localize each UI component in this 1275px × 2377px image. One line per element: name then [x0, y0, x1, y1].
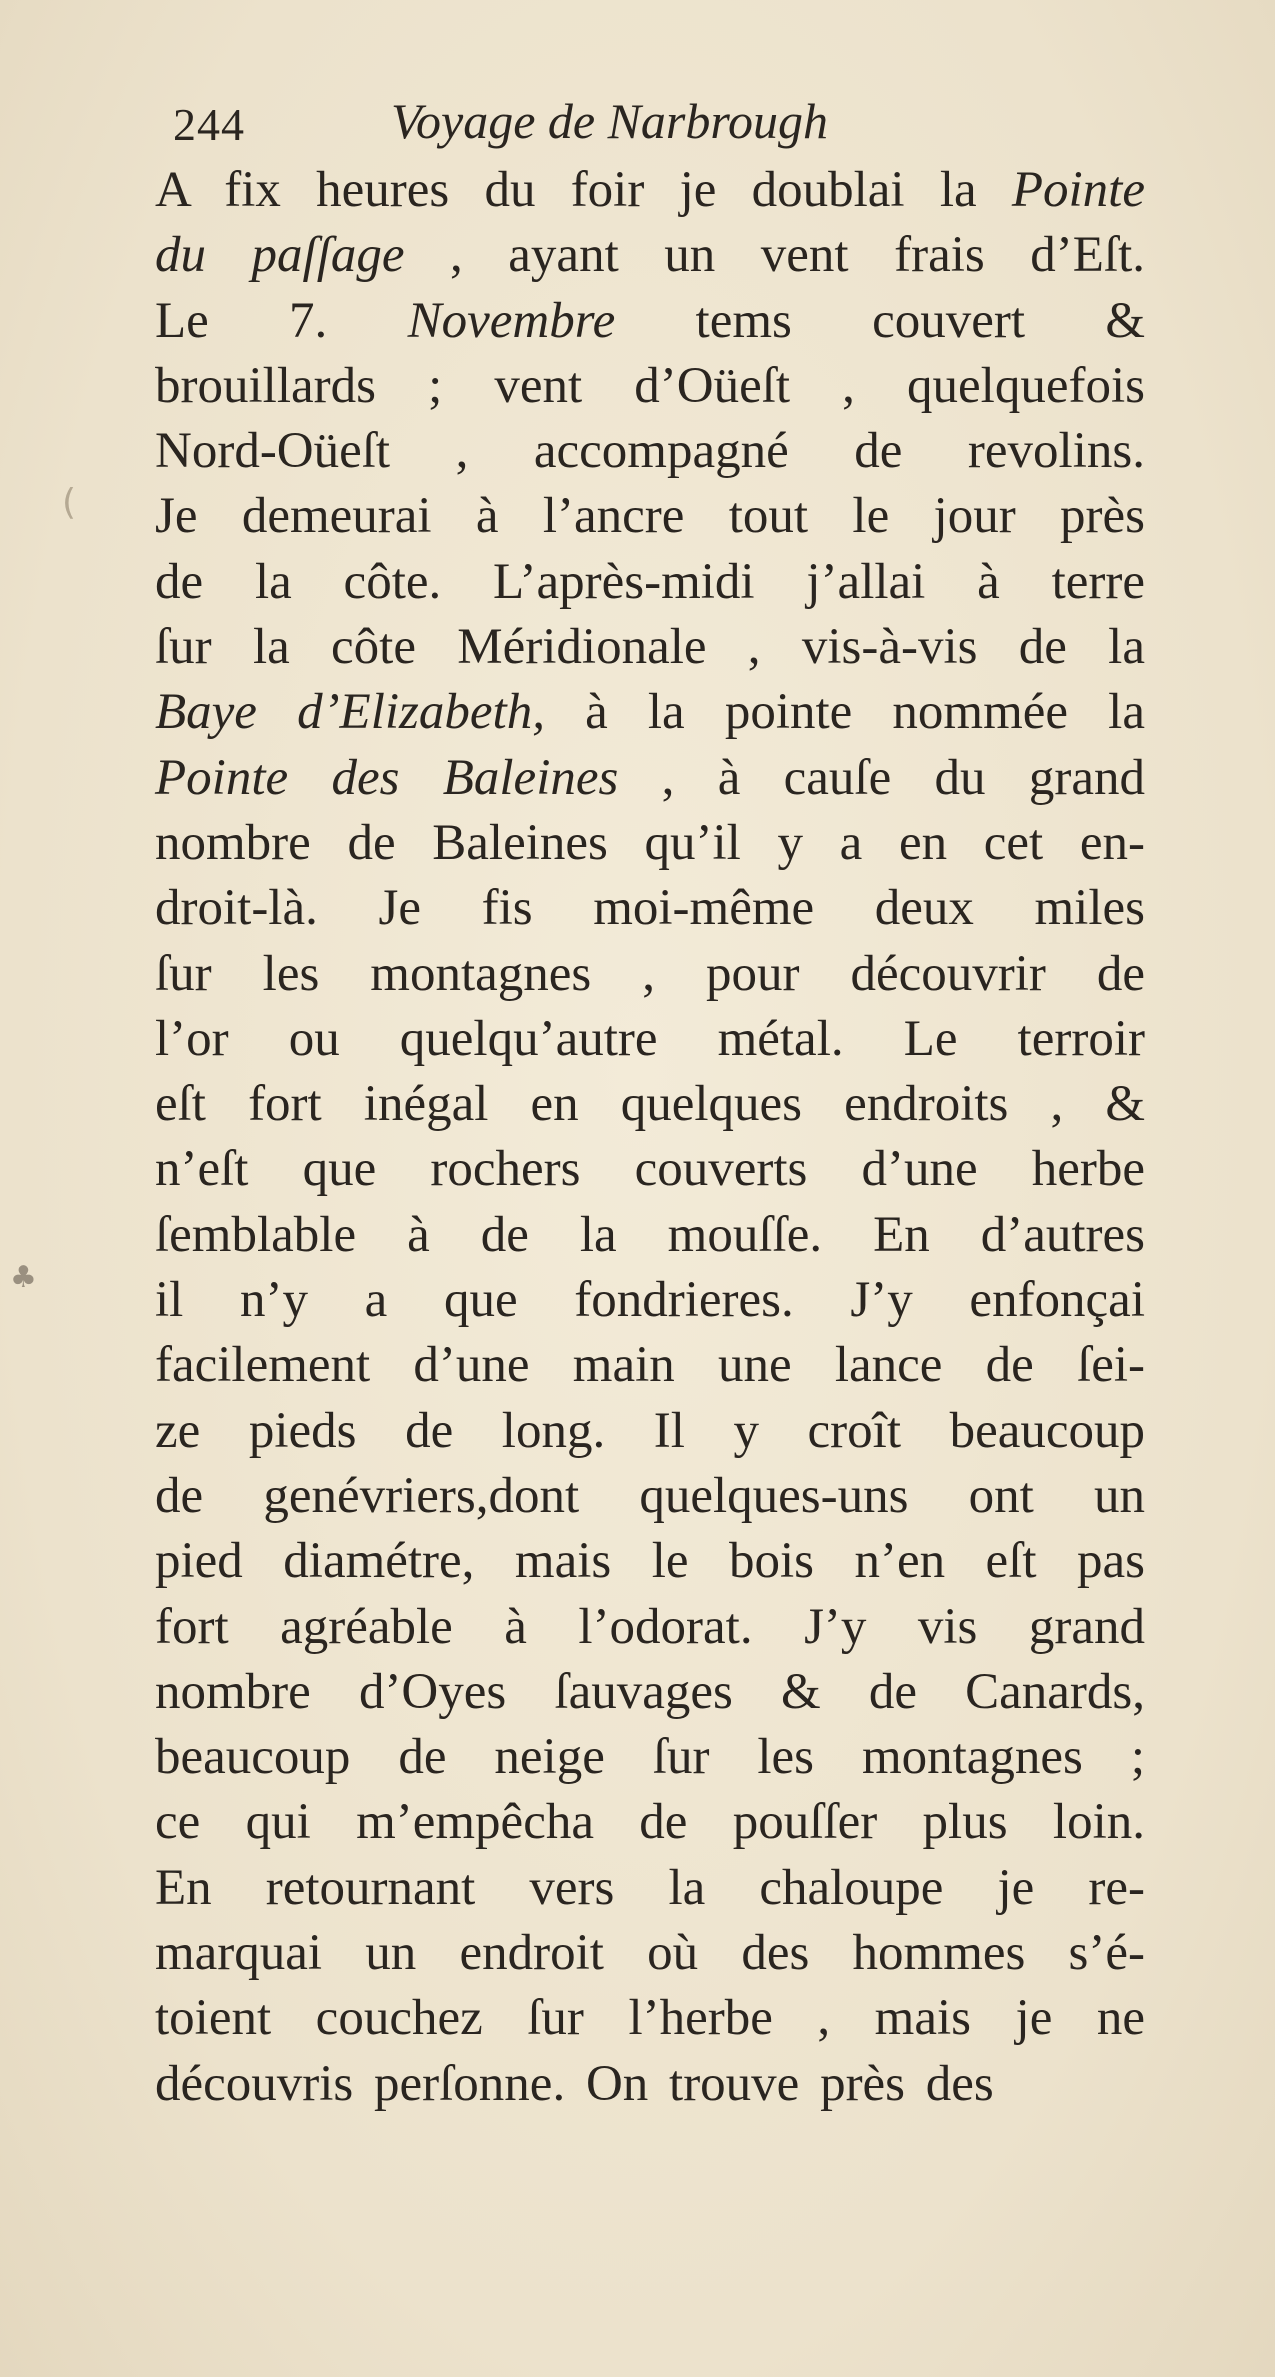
text-line: [155, 223, 1145, 288]
text-line: [155, 1464, 1145, 1529]
text-segment: marquai un endroit où des hommes s’é-: [155, 1925, 1145, 1982]
text-line: [155, 1333, 1145, 1398]
text-segment: à la pointe nommée la: [544, 684, 1145, 741]
margin-paren-mark: (: [62, 482, 77, 523]
text-line: [155, 1203, 1145, 1268]
running-title: Voyage de Narbrough: [391, 93, 828, 149]
text-segment: pied diamétre, mais le bois n’en eſt pas: [155, 1533, 1145, 1590]
text-line: [155, 942, 1145, 1007]
text-line: [155, 158, 1145, 223]
text-line: [155, 876, 1145, 941]
italic-segment: Baye d’Elizabeth,: [155, 684, 545, 741]
text-segment: toient couchez ſur l’herbe , mais je ne: [155, 1990, 1145, 2047]
text-segment: droit-là. Je fis moi-même deux miles: [155, 880, 1145, 937]
text-line: [155, 1660, 1145, 1725]
text-line: [155, 1072, 1145, 1137]
text-line: [155, 1790, 1145, 1855]
text-line: [155, 1268, 1145, 1333]
text-line: [155, 1529, 1145, 1594]
book-page: [155, 92, 1145, 2292]
running-head: [155, 92, 1145, 156]
text-segment: ce qui m’empêcha de pouſſer plus loin.: [155, 1794, 1145, 1851]
text-line: [155, 354, 1145, 419]
text-line: [155, 1921, 1145, 1986]
text-line: [155, 1986, 1145, 2051]
italic-segment: Pointe: [1011, 162, 1145, 218]
text-segment: découvris perſonne. On trouve près des: [155, 2055, 994, 2112]
text-segment: ze pieds de long. Il y croît beaucoup: [155, 1402, 1145, 1459]
text-segment: Le 7.: [155, 292, 408, 349]
text-segment: de la côte. L’après-midi j’allai à terre: [155, 553, 1145, 610]
page-number: 244: [173, 99, 245, 150]
text-segment: n’eſt que rochers couverts d’une herbe: [155, 1141, 1145, 1198]
text-line: [155, 1137, 1145, 1202]
text-segment: nombre d’Oyes ſauvages & de Canards,: [155, 1663, 1145, 1720]
text-segment: ſur la côte Méridionale , vis-à-vis de la: [155, 619, 1145, 676]
text-line: [155, 550, 1145, 615]
text-segment: , ayant un vent frais d’Eſt.: [404, 227, 1145, 284]
text-segment: nombre de Baleines qu’il y a en cet en-: [155, 814, 1145, 871]
text-segment: beaucoup de neige ſur les montagnes ;: [155, 1729, 1145, 1786]
text-line: [155, 680, 1145, 745]
margin-ornament-mark: ♣: [10, 1260, 37, 1295]
text-line: [155, 615, 1145, 680]
text-line: [155, 1595, 1145, 1660]
text-segment: tems couvert &: [615, 292, 1146, 349]
text-segment: , à cauſe du grand: [618, 749, 1145, 806]
italic-segment: Novembre: [407, 292, 616, 349]
text-segment: fort agréable à l’odorat. J’y vis grand: [155, 1598, 1145, 1655]
italic-segment: du paſſage: [155, 227, 405, 284]
text-line: [155, 419, 1145, 484]
text-segment: de genévriers,dont quelques-uns ont un: [155, 1467, 1145, 1524]
text-line: [155, 1856, 1145, 1921]
text-line: [155, 746, 1145, 811]
body-text: [155, 158, 1145, 2117]
text-segment: l’or ou quelqu’autre métal. Le terroir: [155, 1010, 1145, 1067]
text-segment: ſur les montagnes , pour découvrir de: [155, 945, 1145, 1002]
text-segment: Je demeurai à l’ancre tout le jour près: [155, 488, 1145, 545]
text-segment: facilement d’une main une lance de ſei-: [155, 1337, 1145, 1394]
text-line: [155, 1007, 1145, 1072]
text-segment: A fix heures du foir je doublai la: [155, 162, 1012, 218]
text-segment: ſemblable à de la mouſſe. En d’autres: [155, 1206, 1145, 1263]
text-line: [155, 484, 1145, 549]
text-segment: Nord-Oüeſt , accompagné de revolins.: [155, 423, 1145, 480]
text-segment: En retournant vers la chaloupe je re-: [155, 1859, 1145, 1916]
text-segment: brouillards ; vent d’Oüeſt , quelquefois: [155, 357, 1145, 414]
text-segment: eſt fort inégal en quelques endroits , &: [155, 1076, 1145, 1133]
text-line: [155, 289, 1145, 354]
text-line: [155, 1399, 1145, 1464]
text-segment: il n’y a que fondrieres. J’y enfonçai: [155, 1272, 1145, 1329]
text-line: [155, 811, 1145, 876]
text-line: [155, 1725, 1145, 1790]
text-line: [155, 2052, 1145, 2117]
italic-segment: Pointe des Baleines: [155, 749, 619, 806]
